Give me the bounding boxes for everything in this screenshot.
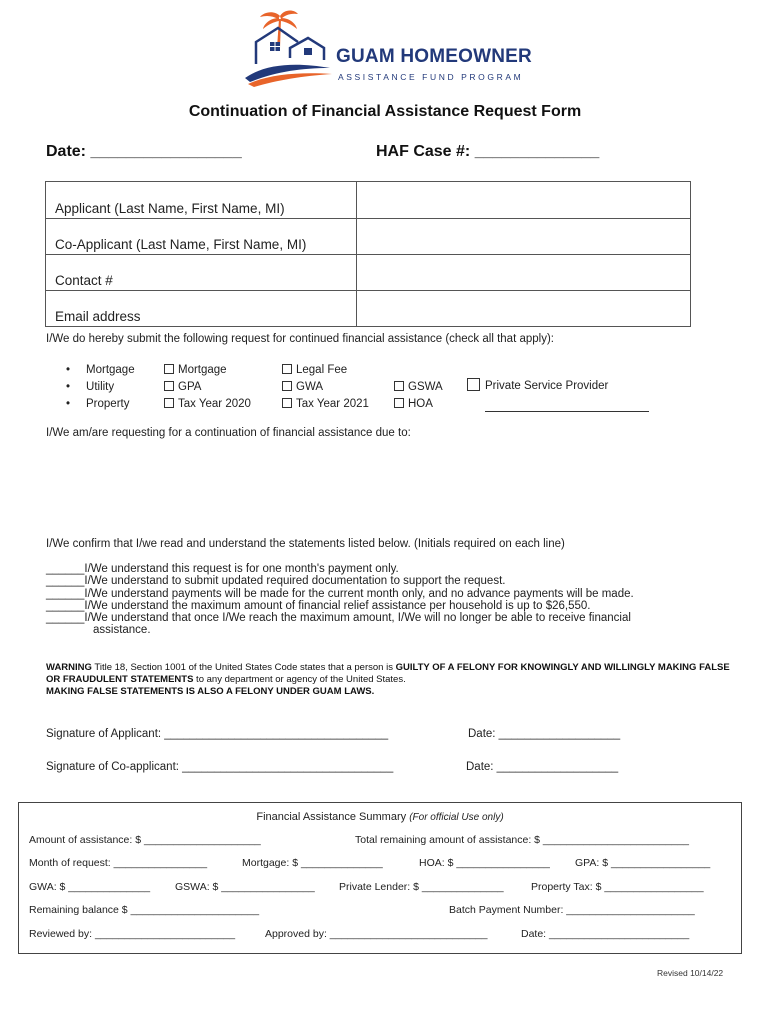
private-lender-field[interactable]: Private Lender: $ ______________ bbox=[339, 881, 504, 893]
list-item: • Mortgage bbox=[66, 364, 135, 376]
checkbox-icon[interactable] bbox=[164, 381, 174, 391]
property-tax-field[interactable]: Property Tax: $ _________________ bbox=[531, 881, 704, 893]
checkbox-gswa[interactable] bbox=[394, 379, 443, 396]
program-logo bbox=[240, 8, 540, 88]
gpa-amount-field[interactable]: GPA: $ _________________ bbox=[575, 857, 711, 869]
batch-payment-number-field[interactable]: Batch Payment Number: ______________________ bbox=[449, 904, 695, 916]
reason-label: I/We am/are requesting for a continuation of financial assistance due to: bbox=[46, 427, 411, 439]
logo-title: GUAM HOMEOWNER bbox=[336, 46, 532, 67]
checkbox-gpa[interactable] bbox=[164, 379, 251, 396]
private-provider-name-line[interactable] bbox=[485, 411, 649, 412]
legal-warning bbox=[46, 662, 736, 698]
coapplicant-name-input[interactable] bbox=[357, 219, 691, 255]
checkbox-icon[interactable] bbox=[282, 381, 292, 391]
contact-input[interactable] bbox=[357, 255, 691, 291]
category-utility: Utility bbox=[86, 381, 115, 393]
checkbox-gwa[interactable] bbox=[282, 379, 369, 396]
checkbox-icon[interactable] bbox=[394, 398, 404, 408]
checkbox-column-1 bbox=[164, 362, 251, 413]
checkbox-hoa[interactable] bbox=[394, 396, 443, 413]
checkbox-icon[interactable] bbox=[164, 364, 174, 374]
table-row bbox=[46, 255, 691, 291]
approved-by-field[interactable]: Approved by: ___________________________ bbox=[265, 928, 488, 940]
list-item: • Property bbox=[66, 398, 130, 410]
date-field[interactable]: Date: _________________ bbox=[46, 143, 242, 160]
checkbox-label: HOA bbox=[408, 398, 433, 410]
checkbox-tax-2020[interactable] bbox=[164, 396, 251, 413]
summary-date-field[interactable]: Date: ________________________ bbox=[521, 928, 690, 940]
revision-date: Revised 10/14/22 bbox=[657, 968, 724, 978]
email-input[interactable] bbox=[357, 291, 691, 327]
category-property: Property bbox=[86, 398, 130, 410]
coapplicant-name-label: Co-Applicant (Last Name, First Name, MI) bbox=[46, 219, 357, 255]
logo-subtitle: ASSISTANCE FUND PROGRAM bbox=[338, 72, 524, 82]
applicant-name-label: Applicant (Last Name, First Name, MI) bbox=[46, 182, 357, 219]
email-label: Email address bbox=[46, 291, 357, 327]
warning-text-2: to any department or agency of the United States. bbox=[193, 674, 406, 685]
financial-summary-box bbox=[18, 802, 742, 954]
list-item: • Utility bbox=[66, 381, 115, 393]
checkbox-mortgage[interactable] bbox=[164, 362, 251, 379]
statement-item[interactable]: ______I/We understand that once I/We reach the maximum amount, I/We will no longer be able to receive financial bbox=[46, 612, 631, 625]
summary-title bbox=[19, 811, 741, 823]
table-row bbox=[46, 219, 691, 255]
amount-of-assistance-field[interactable]: Amount of assistance: $ ____________________ bbox=[29, 834, 261, 846]
hoa-amount-field[interactable]: HOA: $ ________________ bbox=[419, 857, 550, 869]
contact-label: Contact # bbox=[46, 255, 357, 291]
checkbox-icon[interactable] bbox=[394, 381, 404, 391]
confirm-intro: I/We confirm that I/we read and understand the statements listed below. (Initials required on each line) bbox=[46, 538, 565, 550]
applicant-info-table bbox=[45, 181, 691, 327]
checkbox-column-3 bbox=[394, 379, 443, 413]
summary-title-note: (For official Use only) bbox=[409, 812, 504, 823]
checkbox-label: Legal Fee bbox=[296, 364, 348, 376]
table-row bbox=[46, 182, 691, 219]
form-title: Continuation of Financial Assistance Request Form bbox=[188, 103, 582, 120]
checkbox-label: Tax Year 2021 bbox=[296, 398, 369, 410]
applicant-date-field[interactable]: Date: ___________________ bbox=[468, 728, 621, 740]
gswa-amount-field[interactable]: GSWA: $ ________________ bbox=[175, 881, 315, 893]
warning-lead: WARNING bbox=[46, 662, 92, 673]
category-bullets bbox=[66, 362, 135, 413]
statement-item[interactable]: ______I/We understand the maximum amount of financial relief assistance per household is up to $26,550. bbox=[46, 599, 591, 612]
warning-text-1: Title 18, Section 1001 of the United States Code states that a person is bbox=[91, 662, 396, 673]
statement-item[interactable]: ______I/We understand this request is for one month's payment only. bbox=[46, 563, 399, 575]
house-palm-logo-icon bbox=[240, 8, 340, 88]
reviewed-by-field[interactable]: Reviewed by: ________________________ bbox=[29, 928, 236, 940]
checkbox-icon[interactable] bbox=[282, 398, 292, 408]
checkbox-label: Tax Year 2020 bbox=[178, 398, 251, 410]
total-remaining-field[interactable]: Total remaining amount of assistance: $ _________________________ bbox=[355, 834, 689, 846]
checkbox-column-2 bbox=[282, 362, 369, 413]
checkbox-label: GSWA bbox=[408, 381, 443, 393]
applicant-name-input[interactable] bbox=[357, 182, 691, 219]
checkbox-legal-fee[interactable] bbox=[282, 362, 369, 379]
statement-item[interactable]: ______I/We understand payments will be made for the current month only, and no advance payments will be made. bbox=[46, 587, 634, 600]
statement-item[interactable]: ______I/We understand to submit updated required documentation to support the request. bbox=[46, 575, 506, 588]
mortgage-amount-field[interactable]: Mortgage: $ ______________ bbox=[242, 857, 383, 869]
statement-continuation: assistance. bbox=[93, 624, 151, 637]
coapplicant-date-field[interactable]: Date: ___________________ bbox=[466, 761, 619, 773]
coapplicant-signature-field[interactable]: Signature of Co-applicant: _________________________________ bbox=[46, 761, 394, 773]
category-mortgage: Mortgage bbox=[86, 364, 135, 376]
checkbox-icon[interactable] bbox=[164, 398, 174, 408]
checkbox-label: Private Service Provider bbox=[485, 380, 609, 392]
checkbox-label: GWA bbox=[296, 381, 324, 393]
haf-case-field[interactable]: HAF Case #: ______________ bbox=[376, 143, 600, 160]
warning-bold-1: GUILTY OF A FELONY FOR KNOWINGLY AND WILLINGLY MAKING FALSE OR FRAUDULENT STATEMENTS bbox=[46, 662, 730, 685]
table-row bbox=[46, 291, 691, 327]
checkbox-label: GPA bbox=[178, 381, 202, 393]
checkbox-icon[interactable] bbox=[282, 364, 292, 374]
month-of-request-field[interactable]: Month of request: ________________ bbox=[29, 857, 208, 869]
statement-list bbox=[46, 563, 746, 637]
checkbox-tax-2021[interactable] bbox=[282, 396, 369, 413]
remaining-balance-field[interactable]: Remaining balance $ ______________________ bbox=[29, 904, 260, 916]
summary-title-text: Financial Assistance Summary bbox=[256, 811, 407, 823]
warning-bold-2: MAKING FALSE STATEMENTS IS ALSO A FELONY UNDER GUAM LAWS. bbox=[46, 686, 375, 697]
checkbox-private-provider[interactable] bbox=[467, 378, 608, 392]
checkbox-label: Mortgage bbox=[178, 364, 227, 376]
gwa-amount-field[interactable]: GWA: $ ______________ bbox=[29, 881, 151, 893]
applicant-signature-field[interactable]: Signature of Applicant: ___________________________________ bbox=[46, 728, 389, 740]
checkbox-icon[interactable] bbox=[467, 378, 480, 391]
request-intro: I/We do hereby submit the following request for continued financial assistance (check all that apply): bbox=[46, 333, 554, 345]
